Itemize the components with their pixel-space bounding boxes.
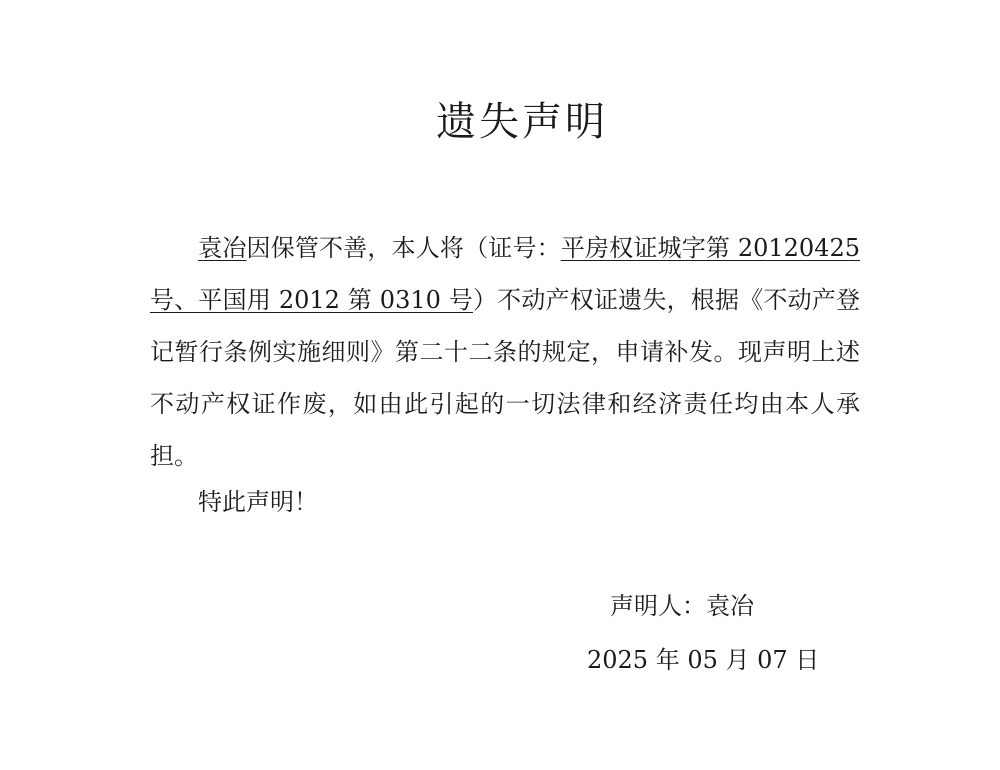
body-paragraph <box>150 222 860 482</box>
body-text-part-2: ）不动产权证遗失，根据《不动产登记暂行条例实施细则》第二十二条的规定，申请补发。现声明上述不动产权证作废，如由此引起的一切法律和经济责任均由本人承担。 <box>150 286 861 470</box>
declarant-line <box>610 586 754 626</box>
certificate-numbers-underlined: 平房权证城字第 20120425 号、平国用 2012 第 0310 号 <box>150 234 860 314</box>
declaration-date: 2025 年 05 月 07 日 <box>587 646 820 674</box>
declarant-label: 声明人： <box>610 592 706 620</box>
document-title: 遗失声明 <box>436 99 608 145</box>
closing-statement: 特此声明！ <box>198 488 318 516</box>
body-text-part-1: 因保管不善，本人将（证号： <box>246 234 561 262</box>
declarant-name: 袁冶 <box>706 592 754 620</box>
declarant-name-underlined: 袁冶 <box>198 234 247 262</box>
